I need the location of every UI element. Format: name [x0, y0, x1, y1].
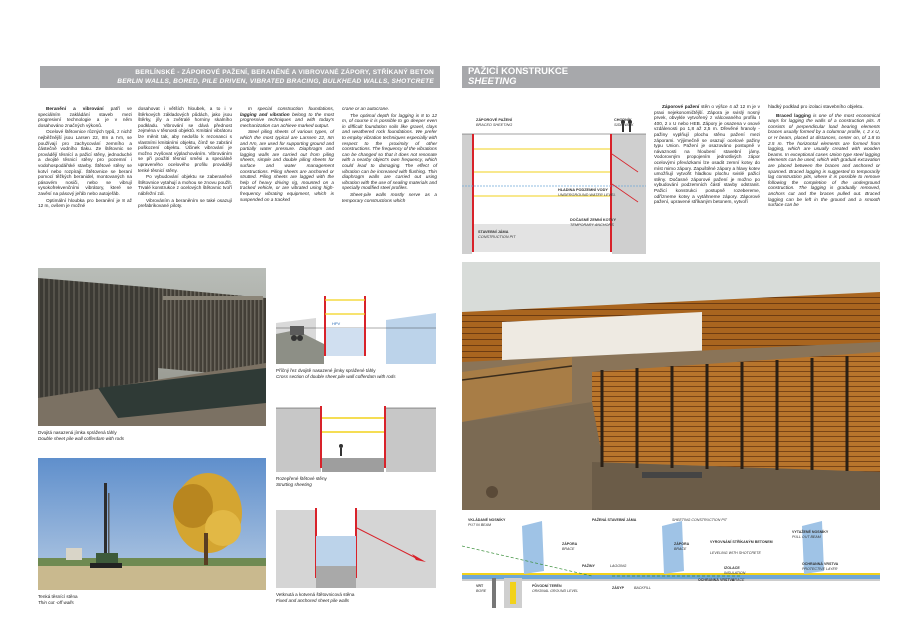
bottom-label-protective2-en: BRACE	[732, 578, 745, 582]
label-water-level-cz: HLADINA PODZEMNÍ VODY	[558, 188, 608, 192]
col2-p3: Vibrováním a beraněním se také osazují prefabrikované piloty.	[138, 197, 232, 209]
bottom-label-brace2-en: BRACE	[674, 547, 687, 551]
bottom-label-pit-en: SHEETING CONSTRUCTION PIT	[672, 518, 727, 522]
photo2-caption	[38, 594, 266, 605]
bottom-label-protective2-cz: OCHRANNÁ VRSTVA	[698, 578, 735, 582]
bottom-label-ground-cz: PŮVODNÍ TERÉN	[532, 584, 562, 588]
col5-p1: stěn o výšce 4 až 12 m je v praxi nejekonomičtější. Zápora je svislý nosný prvek, obvykle vytvořený z válcovaného profilu I 400, 2 x U nebo HEB. Zápory je osazena v osové vzdálenosti po 1,8 až 2,5 m. Dřevěné hranoly - pažiny vyplňují plochu stěnu pažení mezi záporami. Výjimečně se osazují ocelové pažiny typu Union. Pažení je osazováno postupně v návaznosti na hloubení stavební jámy. Vodorovným propojením jednotlivých zápor ocelovými převázkami lze osadit zemní kotvy do míst mimo zápory. Zapuštěné zápory a hlavy kotev umožňují vytvořit hladkou plochu svislé pažicí stěny. Dočasné záporové pažení je možno po vybudování podzemních částí stavby odstranit. Pažicí konstrukci postupně rozebereme, odřízneme kotvy a vytáhneme zápory. Záporové pažení, upravené stříkaným betonem, vytvoří	[654, 104, 760, 205]
bottom-label-bore-en: BORE	[476, 589, 487, 593]
diagram2-caption	[276, 476, 436, 487]
photo-pit-art	[462, 262, 880, 510]
col3-p1a: In special construction foundations,	[248, 106, 334, 111]
text-column-4	[342, 106, 437, 204]
bottom-label-put-in-beam-cz: VKLÁDANÉ NOSNÍKY	[468, 518, 506, 522]
bottom-label-lagging-cz: PAŽINY	[582, 564, 595, 568]
bottom-label-brace-cz: ZÁPORA	[562, 542, 578, 546]
diagram2-art	[276, 388, 436, 472]
bottom-label-lagging-en: LAGGING	[610, 564, 627, 568]
diagram-sheeting-sequence	[462, 516, 880, 616]
col3-p1c: belong to the most progressive techniques and with today's mechanization can achieve marked output.	[240, 111, 334, 128]
photo1-caption	[38, 430, 266, 441]
col6-p1: is one of the most economical ways for lagging the walls of a construction pits. It consists of perpendicular load bearing elements braces usually formed by a columnar profile, I, 2 x U, or H beam, placed at distances, center on, of 1.8 to 2.5 m. The horizontal elements are formed from lagging, which are usually created with wooden beams. In exceptional cases Union type steel lagging elements can be used, which with gradual excavation are placed between the braces and anchored or spanned. Braced lagging is suggested to temporarily lag construction pits, where it is possible to remove following the completion of the underground construction. The lagging is gradually removed, anchors cut and the braces pulled out. Braced lagging can be left in the ground and a smooth surface can be	[768, 112, 880, 208]
diagram3-caption	[276, 592, 436, 603]
photo1-caption-en: Double sheet pile wall cofferdam with rods	[38, 435, 125, 441]
col1-p2: Ocelové štětovnice různých typů, z nichž nejběžnější jsou Larsen 22, IIIn a IVn, se používají pro zachycování zemního a částečně vodního tlaku. Ze štětovnic se provádějí těsnící a pažicí stěny, jednoduché a dvojité těsnicí stěny pro pozemní i vodohospodářské stavby. Štětové stěny se kotví nebo rozpírají. Štětovnice se beraní pomocí těžkých beranidel, montovaných na pásovém nosiči, nebo se vibrují vysokofrekvenčními vibrátory, které se zavěsí na pásový jeřáb nebo autojeřáb.	[38, 129, 132, 196]
col2-p1: dosahovat i větších hloubek, a to i v štěrkových základových půdách, jako jsou štěrky, jíly a zvětralé horniny skalního podkladu. Vibrování se dává přednost zejména v těsnosti objektů. Kmitání vibrátoru lze měnit tak, aby nedošlo k rezonanci s vlastními kmitáními objektu, čímž se zabrání poškození objektu. Účinek vibrování je možno zvyšovat výplachováním. Vibrováním se při použití těsnicí směsi a speciálně upraveného ocelového profilu provádějí tenké těsnicí stěny.	[138, 106, 232, 173]
bottom-label-insulation-en: INSULATION	[724, 571, 746, 575]
bottom-label-brace-en: BRACE	[562, 547, 575, 551]
diagram-cofferdam-cross-section	[276, 268, 436, 364]
bottom-label-pull-out-en: PULL OUT BEAM	[792, 535, 821, 539]
diagram2-caption-cz: Rozepřené štětové stěny	[276, 476, 327, 481]
bottom-label-ground-en: ORIGINAL GROUND LEVEL	[532, 589, 579, 593]
label-pit-en: CONSTRUCTION PIT	[478, 235, 516, 239]
bottom-label-insulation-cz: IZOLACE	[724, 566, 740, 570]
bottom-label-backfill-cz: ZÁSYP	[612, 586, 624, 590]
label-sidewalk-en: SIDEWALK	[614, 123, 634, 127]
diagram3-art	[276, 496, 436, 588]
label-sidewalk-cz: CHODNÍK	[614, 118, 632, 122]
bottom-label-bore-cz: VRT	[476, 584, 484, 588]
bottom-label-brace2-cz: ZÁPORA	[674, 542, 690, 546]
col6-p0: hladký podklad pro izolaci stavebního objektu.	[768, 104, 864, 109]
diagram1-art	[276, 268, 436, 364]
bottom-label-protective-en: PROTECTIVE LAYER	[802, 567, 838, 571]
col1-lead: Beranění a vibrování	[46, 106, 104, 111]
label-water-level-en: UNDERGROUND WATER LEVEL	[558, 193, 616, 197]
col4-p1: crane or an autocrane.	[342, 106, 390, 111]
text-column-5	[654, 104, 760, 206]
left-header-cz: BERLÍNSKÉ - ZÁPOROVÉ PAŽENÍ, BERANĚNÉ A VIBROVANÉ ZÁPORY, STŘÍKANÝ BETON	[135, 69, 434, 76]
right-header-cz: PAŽICÍ KONSTRUKCE	[468, 66, 569, 77]
col5-lead: Záporové pažení	[662, 104, 700, 109]
col4-p3: Sheet-pile walls mostly serve as a temporary constructions which	[342, 191, 437, 203]
right-header-band	[462, 66, 880, 88]
label-anchors-cz: DOČASNÉ ZEMNÍ KOTVY	[570, 218, 616, 222]
label-braced-sheeting-en: BRACED SHEETING	[476, 123, 513, 127]
diagram-braced-sheeting	[462, 104, 646, 254]
left-header-band	[40, 66, 440, 88]
col3-p1b: lagging and vibration	[240, 111, 290, 117]
label-pit-cz: STAVEBNÍ JÁMA	[478, 230, 509, 234]
col2-p2: Po vybudování objektu se zaberaněné štětovnice vytahují a mohou se znovu použít. Trvalé konstrukce z ocelových štětovnic tvoří nábřežní zdi.	[138, 174, 232, 196]
bottom-label-pull-out-cz: VYTAŽENÉ NOSNÍKY	[792, 530, 829, 534]
col3-p2: Steel piling sheets of various types, of which the most typical are Larssen 22, IIIn and IVn, are used for supporting ground and partially water pressure. Diaphragm and lagging walls are carried out from piling sheets, simple and double piling sheets for surface and water management constructions. Piling sheets are anchored or strutted. Piling sheets are lagged with the help of heavy driving rig, mounted on a tracked vehicle, or are vibrated using high-frequency vibrating equipment, which is suspended on a tracked	[240, 129, 334, 202]
diagram1-caption-en: Cross section of double sheet pile wall cofferdam with rods	[276, 373, 396, 379]
bottom-label-pit-cz: PAŽENÁ STAVEBNÍ JÁMA	[592, 518, 637, 522]
text-column-1	[38, 106, 132, 210]
label-anchors-en: TEMPORARY ANCHORS	[570, 223, 614, 227]
text-column-2	[138, 106, 232, 210]
photo1-caption-cz: Dvojitá nasazená jímka sprážená táhly	[38, 430, 117, 435]
text-column-3	[240, 106, 334, 203]
bottom-label-protective-cz: OCHRANNÁ VRSTVA	[802, 562, 839, 566]
diagram1-caption-cz: Příčný řez dvojitě nasazené jímky sprážené táhly	[276, 368, 376, 373]
diagram-strutting-sheeting	[276, 388, 436, 472]
right-header-en: SHEETING	[468, 76, 517, 87]
col1-p3: Optimální hloubka pro beranění je 8 až 12 m, ovšem je možné	[38, 197, 132, 209]
bottom-label-shotcrete-en: LEVELING WITH SHOTCRETE	[710, 551, 761, 555]
text-column-6	[768, 104, 880, 209]
photo2-caption-en: Thin cut -off walls	[38, 599, 74, 605]
diagram1-hpv-tag: HPV	[332, 321, 341, 326]
diagram3-caption-en: Fixed and anchored sheet pile walls	[276, 597, 350, 603]
col1-p1: patří ve speciálním zakládání staveb mezi progresivní technologie a je v něm dosahováno značných výkonů.	[38, 106, 132, 128]
photo-construction-pit	[462, 262, 880, 510]
left-header-en: BERLIN WALLS, BORED, PILE DRIVEN, VIBRATED BRACING, BULKHEAD WALLS, SHOTCRETE	[117, 78, 434, 85]
bottom-label-put-in-beam-en: PUT IN BEAM	[468, 523, 491, 527]
diagram-fixed-anchored-walls	[276, 496, 436, 588]
photo-thin-cutoff-wall-rig	[38, 458, 266, 590]
bottom-label-backfill-en: BACKFILL	[634, 586, 651, 590]
photo-rig-art	[38, 458, 266, 590]
diagram1-caption	[276, 368, 436, 379]
photo-sheet-pile-art	[38, 268, 266, 426]
diagram2-caption-en: Strutting sheeting	[276, 481, 312, 487]
label-braced-sheeting-cz: ZÁPOROVÉ PAŽENÍ	[476, 118, 513, 122]
bottom-label-shotcrete-cz: VYROVNÁNÍ STŘÍKANÝM BETONEM	[710, 540, 773, 544]
photo-sheet-pile-cofferdam	[38, 268, 266, 426]
col4-p2: The optimal depth for lagging is 8 to 12 m, of course it is possible to go deeper even in difficult foundation soils like gravel, clays and weathered rock foundations. We prefer to employ vibration techniques especially with respect to the proximity of other constructions. The frequency of the vibrations can be changed so that it does not resonate with a nearby object's own frequency, which could lead to damaging. The effect of vibration can be increased with flushing. Thin diaphragm walls are carried out using vibration with the use of sealing materials and specially modified steel profiles.	[342, 112, 437, 191]
diagram3-caption-cz: Vetknutá a kotvená štětovnicová stěna	[276, 592, 355, 597]
photo2-caption-cz: Tenká těsnící stěna	[38, 594, 78, 599]
col6-lead: Braced lagging	[776, 112, 811, 118]
